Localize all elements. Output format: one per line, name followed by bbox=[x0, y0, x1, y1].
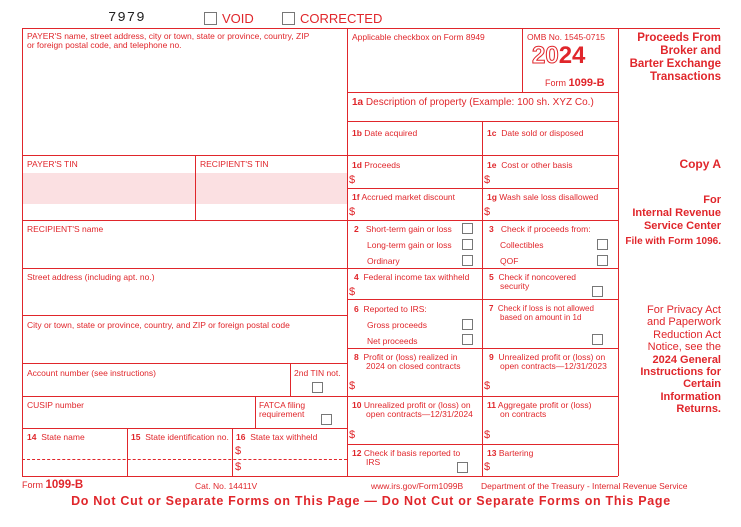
footer-form-name: Form 1099-B bbox=[22, 479, 84, 491]
checkbox-8949-label: Applicable checkbox on Form 8949 bbox=[352, 32, 485, 42]
box-16-dollar-2: $ bbox=[235, 461, 242, 473]
box-1e-label: 1e Cost or other basis bbox=[487, 160, 573, 170]
box-7-checkbox[interactable] bbox=[592, 334, 603, 345]
box-16-dollar-1: $ bbox=[235, 445, 242, 457]
omb-number: OMB No. 1545-0715 bbox=[527, 32, 605, 42]
footer-warning: Do Not Cut or Separate Forms on This Page — Do Not Cut or Separate Forms on This Page bbox=[71, 494, 671, 508]
corrected-checkbox[interactable] bbox=[282, 12, 295, 25]
footer-dept: Department of the Treasury - Internal Revenue Service bbox=[481, 481, 688, 491]
box-2-ordinary-label: Ordinary bbox=[367, 256, 400, 266]
box-12-checkbox[interactable] bbox=[457, 462, 468, 473]
city-label: City or town, state or province, country, and ZIP or foreign postal code bbox=[27, 320, 290, 330]
copy-a-label: Copy A bbox=[679, 157, 721, 171]
recipient-tin-label: RECIPIENT'S TIN bbox=[200, 159, 269, 169]
footer-cat-no: Cat. No. 14411V bbox=[195, 481, 258, 491]
box-1d-dollar: $ bbox=[349, 174, 356, 186]
box-8-dollar: $ bbox=[349, 380, 356, 392]
box-10-label-2: open contracts—12/31/2024 bbox=[366, 409, 473, 419]
box-2-long-checkbox[interactable] bbox=[462, 239, 473, 250]
box-9-label: 9 Unrealized profit or (loss) on bbox=[489, 352, 606, 362]
box-10-dollar: $ bbox=[349, 429, 356, 441]
box-6-net-checkbox[interactable] bbox=[462, 334, 473, 345]
form-id-code: 7979 bbox=[108, 10, 146, 26]
payer-tin-label: PAYER'S TIN bbox=[27, 159, 78, 169]
box-3-qof-label: QOF bbox=[500, 256, 519, 266]
box-8-label-2: 2024 on closed contracts bbox=[366, 361, 461, 371]
box-2-ordinary-checkbox[interactable] bbox=[462, 255, 473, 266]
cusip-label: CUSIP number bbox=[27, 400, 85, 410]
box-6-gross-label: Gross proceeds bbox=[367, 320, 427, 330]
box-1f-dollar: $ bbox=[349, 206, 356, 218]
box-13-dollar: $ bbox=[484, 461, 491, 473]
box-13-label: 13 Bartering bbox=[487, 448, 534, 458]
form-name-top: Form 1099-B bbox=[545, 77, 605, 89]
box-2-short-checkbox[interactable] bbox=[462, 223, 473, 234]
box-9-label-2: open contracts—12/31/2023 bbox=[500, 361, 607, 371]
recipient-name-label: RECIPIENT'S name bbox=[27, 224, 104, 234]
box-6-label: 6 Reported to IRS: bbox=[354, 304, 427, 314]
account-number-label: Account number (see instructions) bbox=[27, 368, 156, 378]
box-7-label-2: based on amount in 1d bbox=[500, 313, 582, 322]
box-1a-label: 1a Description of property (Example: 100 sh. XYZ Co.) bbox=[352, 97, 594, 108]
box-2-short-label: 2 Short-term gain or loss bbox=[354, 224, 452, 234]
for-irs-block: For Internal Revenue Service Center File with Form 1096. bbox=[625, 194, 721, 247]
box-12-label-2: IRS bbox=[366, 457, 381, 467]
footer-url: www.irs.gov/Form1099B bbox=[371, 481, 464, 491]
box-3-label: 3 Check if proceeds from: bbox=[489, 224, 591, 234]
box-3-collectibles-label: Collectibles bbox=[500, 240, 544, 250]
box-5-label: 5 Check if noncovered bbox=[489, 272, 576, 282]
box-15-label: 15 State identification no. bbox=[131, 432, 229, 442]
box-1c-label: 1c Date sold or disposed bbox=[487, 128, 584, 138]
box-10-label: 10 Unrealized profit or (loss) on bbox=[352, 400, 471, 410]
box-1e-dollar: $ bbox=[484, 174, 491, 186]
box-11-dollar: $ bbox=[484, 429, 491, 441]
fatca-checkbox[interactable] bbox=[321, 414, 332, 425]
box-1b-label: 1b Date acquired bbox=[352, 128, 418, 138]
box-12-label: 12 Check if basis reported to bbox=[352, 448, 461, 458]
second-tin-label: 2nd TIN not. bbox=[294, 368, 341, 378]
second-tin-checkbox[interactable] bbox=[312, 382, 323, 393]
box-1f-label: 1f Accrued market discount bbox=[352, 192, 456, 202]
box-6-net-label: Net proceeds bbox=[367, 336, 418, 346]
payer-name-label: PAYER'S name, street address, city or town, state or province, country, ZIP bbox=[27, 31, 310, 41]
box-11-label-2: on contracts bbox=[500, 409, 547, 419]
tax-year: 2024 bbox=[532, 42, 586, 69]
box-1g-dollar: $ bbox=[484, 206, 491, 218]
recipient-tin-field[interactable] bbox=[196, 173, 347, 204]
box-7-label: 7 Check if loss is not allowed bbox=[489, 304, 594, 313]
box-16-label: 16 State tax withheld bbox=[236, 432, 318, 442]
payer-tin-field[interactable] bbox=[23, 173, 195, 204]
form-title: Proceeds From Broker and Barter Exchange Transactions bbox=[629, 32, 721, 83]
box-5-checkbox[interactable] bbox=[592, 286, 603, 297]
void-label: VOID bbox=[222, 11, 254, 26]
box-1d-label: 1d Proceeds bbox=[352, 160, 401, 170]
privacy-notice: For Privacy Act and Paperwork Reduction Act Notice, see the 2024 General Instructions for Certain Information Returns. bbox=[640, 304, 721, 416]
box-6-gross-checkbox[interactable] bbox=[462, 319, 473, 330]
box-4-dollar: $ bbox=[349, 286, 356, 298]
box-1g-label: 1g Wash sale loss disallowed bbox=[487, 192, 599, 202]
box-3-qof-checkbox[interactable] bbox=[597, 255, 608, 266]
fatca-label-2: requirement bbox=[259, 409, 305, 419]
box-5-label-2: security bbox=[500, 281, 530, 291]
street-address-label: Street address (including apt. no.) bbox=[27, 272, 155, 282]
box-3-collectibles-checkbox[interactable] bbox=[597, 239, 608, 250]
box-14-label: 14 State name bbox=[27, 432, 85, 442]
corrected-label: CORRECTED bbox=[300, 11, 383, 26]
void-checkbox[interactable] bbox=[204, 12, 217, 25]
box-11-label: 11 Aggregate profit or (loss) bbox=[487, 400, 592, 410]
box-2-long-label: Long-term gain or loss bbox=[367, 240, 452, 250]
payer-name-label-2: or foreign postal code, and telephone no. bbox=[27, 40, 182, 50]
fatca-label: FATCA filing bbox=[259, 400, 306, 410]
box-9-dollar: $ bbox=[484, 380, 491, 392]
box-8-label: 8 Profit or (loss) realized in bbox=[354, 352, 458, 362]
box-4-label: 4 Federal income tax withheld bbox=[354, 272, 470, 282]
